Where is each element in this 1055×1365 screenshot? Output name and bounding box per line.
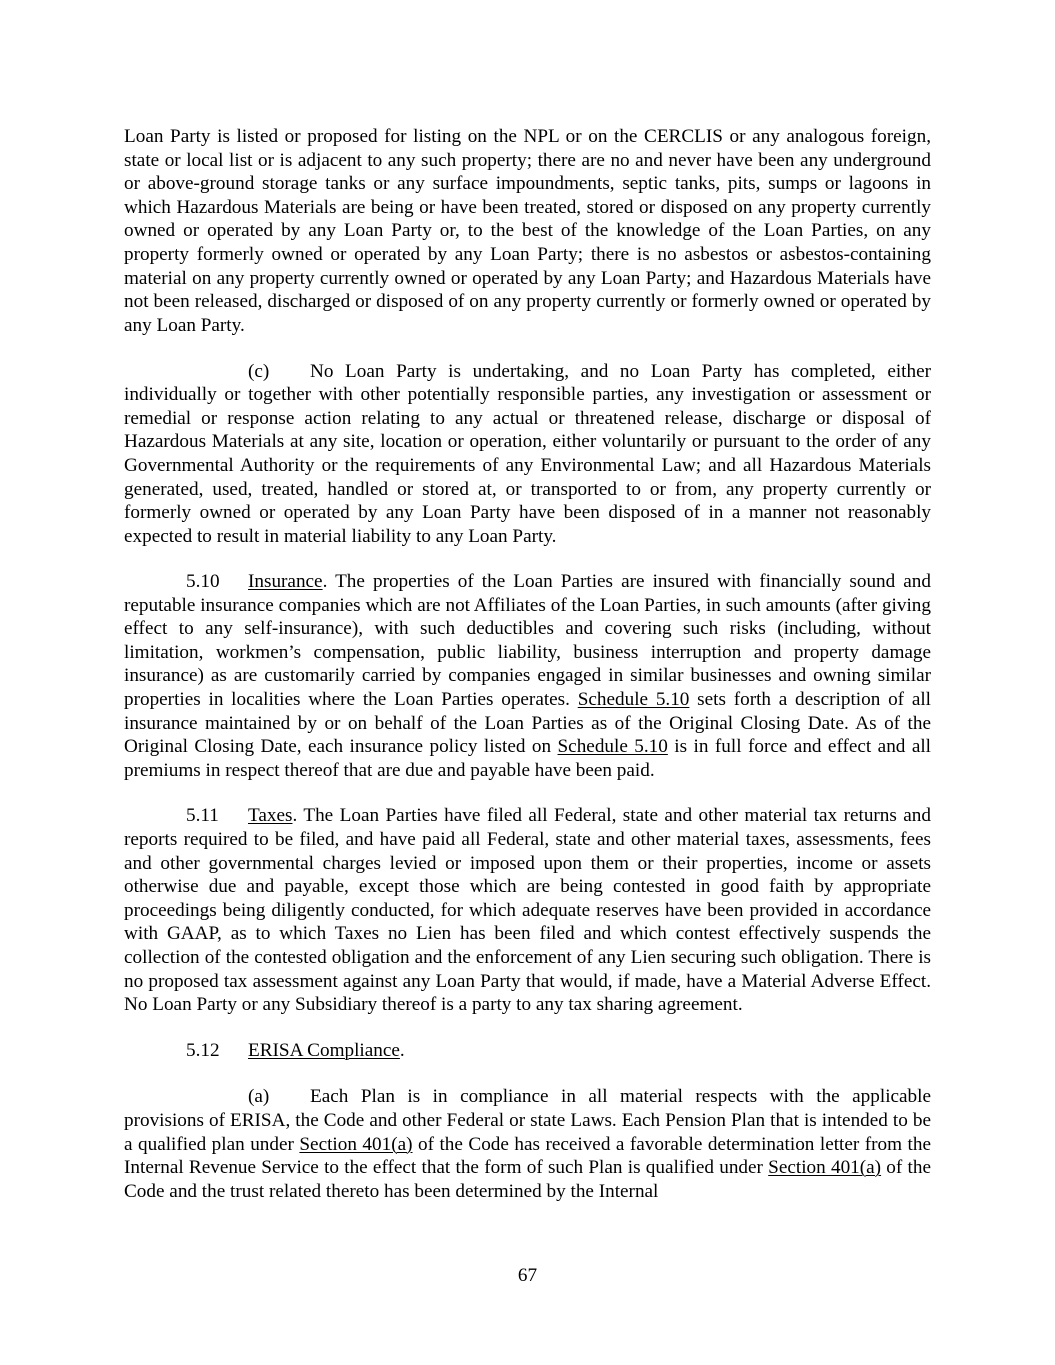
paragraph-text: . The Loan Parties have filed all Federal, state and other material tax returns and reports required to be filed, and have paid all Federal, state and other material taxes, assessments, fees and other governmental charges levied or imposed upon them or their properties, income or assets otherwise due and payable, except those which are being contested in good faith by appropriate proceedings being diligently conducted, for which adequate reserves have been provided in accordance with GAAP, as to which Taxes no Lien has been filed and which contest effectively suspends the collection of the contested obligation and the enforcement of any Lien securing such obligation. There is no proposed tax assessment against any Loan Party that would, if made, have a Material Adverse Effect. No Loan Party or any Subsidiary thereof is a party to any tax sharing agreement.	[124, 805, 931, 1016]
section-5-12-erisa	[124, 1039, 931, 1063]
schedule-reference: Schedule 5.10	[557, 736, 668, 758]
section-heading: Taxes	[248, 805, 293, 827]
code-section-reference: Section 401(a)	[768, 1157, 882, 1179]
document-page	[124, 125, 931, 1203]
section-heading: Insurance	[248, 571, 323, 593]
section-5-11-taxes	[124, 804, 931, 1016]
page-number: 67	[517, 1265, 538, 1286]
clause-label: (c)	[248, 360, 270, 382]
paragraph-text: Loan Party is listed or proposed for listing on the NPL or on the CERCLIS or any analogous foreign, state or local list or is adjacent to any such property; there are no and never have been any underground or above-ground storage tanks or any surface impoundments, septic tanks, pits, sumps or lagoons in which Hazardous Materials are being or have been treated, stored or disposed on any property currently owned or operated by any Loan Party or, to the best of the knowledge of the Loan Parties, on any property formerly owned or operated by any Loan Party; there is no asbestos or asbestos-containing material on any property currently owned or operated by any Loan Party; and Hazardous Materials have not been released, discharged or disposed of on any property currently or formerly owned or operated by any Loan Party.	[124, 126, 931, 336]
paragraph-c-remedial-action	[124, 360, 931, 549]
paragraph-text: . The properties of the Loan Parties are insured with financially sound and reputable insurance companies which are not Affiliates of the Loan Parties, in such amounts (after giving effect to any self-insurance), with such deductibles and covering such risks (including, without limitation, workmen’s compensation, public liability, business interruption and property damage insurance) as are customarily carried by companies engaged in similar businesses and owning similar properties in localities where the Loan Parties operates.	[124, 571, 931, 711]
section-5-10-insurance	[124, 570, 931, 782]
schedule-reference: Schedule 5.10	[577, 689, 690, 711]
section-number: 5.12	[186, 1040, 220, 1062]
heading-punctuation: .	[399, 1040, 405, 1062]
paragraph-text: No Loan Party is undertaking, and no Loan Party has completed, either individually or together with other potentially responsible parties, any investigation or assessment or remedial or response action relating to any actual or threatened release, discharge or disposal of Hazardous Materials at any site, location or operation, either voluntarily or pursuant to the order of any Governmental Authority or the requirements of any Environmental Law; and all Hazardous Materials generated, used, treated, handled or stored at, or transported to or from, any property currently or formerly owned or operated by any Loan Party have been disposed of in a manner not reasonably expected to result in material liability to any Loan Party.	[124, 360, 931, 547]
clause-label: (a)	[248, 1086, 270, 1108]
paragraph-text: is in full force and effect and all premiums in respect thereof that are due and payable have been paid.	[124, 736, 931, 781]
code-section-reference: Section 401(a)	[299, 1133, 413, 1155]
paragraph-text: of the Code and the trust related thereto has been determined by the Internal	[124, 1157, 931, 1202]
section-heading: ERISA Compliance	[248, 1040, 400, 1062]
paragraph-text: of the Code has received a favorable determination letter from the Internal Revenue Service to the effect that the form of such Plan is qualified under	[124, 1133, 932, 1179]
paragraph-text: Each Plan is in compliance in all material respects with the applicable provisions of ERISA, the Code and other Federal or state Laws. Each Pension Plan that is intended to be a qualified plan under	[124, 1086, 931, 1155]
paragraph-a-plan-compliance	[124, 1085, 931, 1203]
paragraph-text: sets forth a description of all insurance maintained by or on behalf of the Loan Parties as of the Original Closing Date. As of the Original Closing Date, each insurance policy listed on	[124, 689, 932, 758]
section-number: 5.11	[186, 805, 219, 827]
paragraph-environmental-continued	[124, 125, 931, 337]
section-number: 5.10	[186, 571, 220, 593]
